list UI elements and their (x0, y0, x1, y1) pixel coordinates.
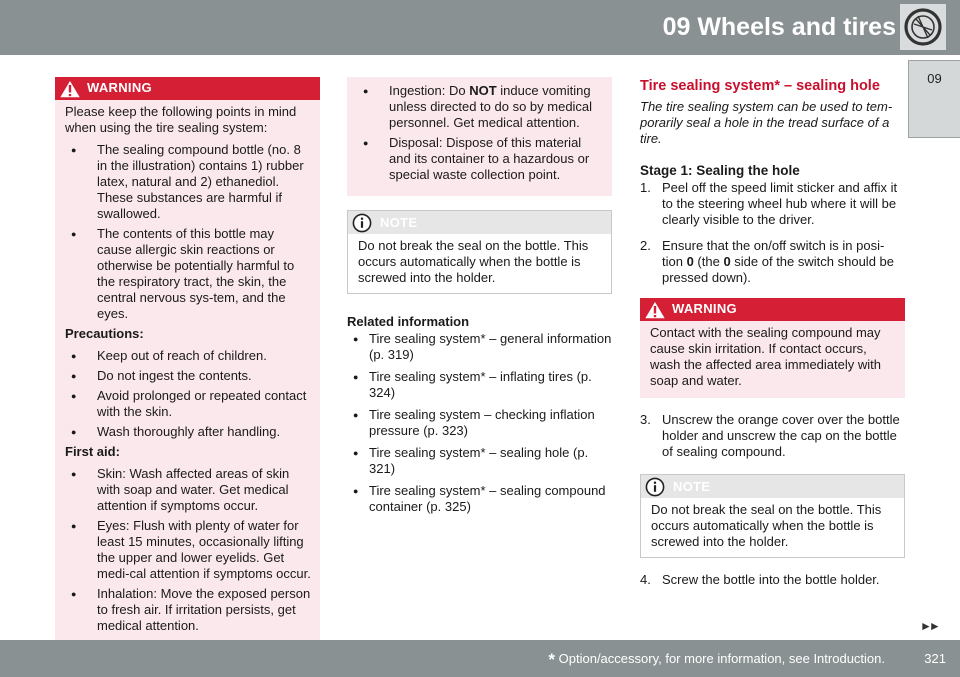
column-1 (55, 77, 320, 647)
warning-text: Contact with the sealing compound may cause skin irritation. If contact occurs, wash the affected area immediately with soap and water. (650, 325, 881, 388)
list-item: ● Skin: Wash affected areas of skin with soap and water. Get medical attention if symptoms occur. (65, 466, 312, 514)
warning-intro: Please keep the following points in mind when using the tire sealing system: (65, 104, 297, 135)
note-text: Do not break the seal on the bottle. This occurs automatically when the bottle is screwed into the holder. (651, 502, 882, 549)
first-aid-label: First aid: (65, 444, 120, 459)
precautions-list (65, 348, 312, 440)
chapter-tab[interactable] (908, 60, 960, 138)
column-3 (640, 77, 905, 598)
stage-heading: Stage 1: Sealing the hole (640, 163, 800, 178)
tire-icon (900, 4, 946, 50)
note-box (347, 210, 612, 294)
related-link[interactable]: ● Tire sealing system* – general information (p. 319) (347, 331, 612, 363)
list-item: ● Eyes: Flush with plenty of water for least 15 minutes, occasionally lifting the upper and lower eyelids. Get medi-cal attention if symptoms occur. (65, 518, 312, 582)
chapter-title: 09 Wheels and tires (662, 13, 896, 41)
step-item: 2. Ensure that the on/off switch is in posi-tion 0 (the 0 side of the switch should be pressed down). (640, 238, 894, 285)
step-item: 4. Screw the bottle into the bottle holder. (640, 572, 880, 587)
warning-continued-list (357, 83, 604, 183)
list-item: ● Avoid prolonged or repeated contact with the skin. (65, 388, 312, 420)
related-link[interactable]: ● Tire sealing system* – sealing compound container (p. 325) (347, 483, 612, 515)
footer-note-text: Option/accessory, for more information, see Introduction. (558, 651, 885, 666)
list-item: ● Ingestion: Do NOT induce vomiting unless directed to do so by medical personnel. Get medical attention. (357, 83, 604, 131)
related-list (347, 331, 612, 515)
list-item: ● The sealing compound bottle (no. 8 in the illustration) contains 1) rubber latex, natural and 2) ethanediol. These substances are harmful if swallowed. (65, 142, 312, 222)
section-intro: The tire sealing system can be used to tem-porarily seal a hole in the tread surface of a tire. (640, 99, 893, 146)
hazard-list (65, 142, 312, 322)
step-item: 3. Unscrew the orange cover over the bottle holder and unscrew the cap on the bottle of sealing compound. (640, 412, 900, 459)
page-header (0, 0, 960, 55)
warning-box (640, 298, 905, 398)
next-page-arrows-icon[interactable]: ►► (920, 619, 938, 633)
list-item: ● Wash thoroughly after handling. (65, 424, 312, 440)
note-label: NOTE (673, 479, 711, 494)
note-header (348, 211, 611, 234)
warning-triangle-icon (643, 299, 667, 320)
warning-box (55, 77, 320, 647)
note-label: NOTE (380, 215, 418, 230)
warning-label: WARNING (87, 80, 152, 95)
info-icon (645, 477, 665, 497)
related-heading: Related information (347, 314, 470, 329)
steps-list-b (640, 412, 905, 460)
list-item: ● Do not ingest the contents. (65, 368, 312, 384)
info-icon (352, 213, 372, 233)
warning-label: WARNING (672, 301, 737, 316)
asterisk: * (548, 650, 556, 669)
warning-triangle-icon (58, 78, 82, 99)
column-2 (347, 77, 612, 521)
related-link[interactable]: ● Tire sealing system* – sealing hole (p. 321) (347, 445, 612, 477)
footer-note (548, 651, 885, 668)
list-item: ● Inhalation: Move the exposed person to fresh air. If irritation persists, get medical attention. (65, 586, 312, 634)
first-aid-list (65, 466, 312, 634)
page-footer (0, 640, 960, 677)
page-number: 321 (924, 651, 946, 666)
list-item: ● Disposal: Dispose of this material and its container to a hazardous or special waste collection point. (357, 135, 604, 183)
section-title: Tire sealing system* – sealing hole (640, 78, 880, 94)
note-box (640, 474, 905, 558)
precautions-label: Precautions: (65, 326, 144, 341)
note-text: Do not break the seal on the bottle. This occurs automatically when the bottle is screwed into the holder. (358, 238, 589, 285)
warning-header (55, 77, 320, 100)
steps-list-c (640, 572, 905, 588)
warning-box-continued (347, 77, 612, 196)
warning-header (640, 298, 905, 321)
list-item: ● Keep out of reach of children. (65, 348, 312, 364)
note-header (641, 475, 904, 498)
related-link[interactable]: ● Tire sealing system* – inflating tires (p. 324) (347, 369, 612, 401)
related-link[interactable]: ● Tire sealing system – checking inflation pressure (p. 323) (347, 407, 612, 439)
chapter-tab-label: 09 (927, 71, 942, 86)
step-item: 1. Peel off the speed limit sticker and affix it to the steering wheel hub where it will be clearly visible to the driver. (640, 180, 898, 227)
steps-list-a (640, 180, 905, 286)
list-item: ● The contents of this bottle may cause allergic skin reactions or otherwise be potentially harmful to the respiratory tract, the skin, the central nervous sys-tem, and the eyes. (65, 226, 312, 322)
